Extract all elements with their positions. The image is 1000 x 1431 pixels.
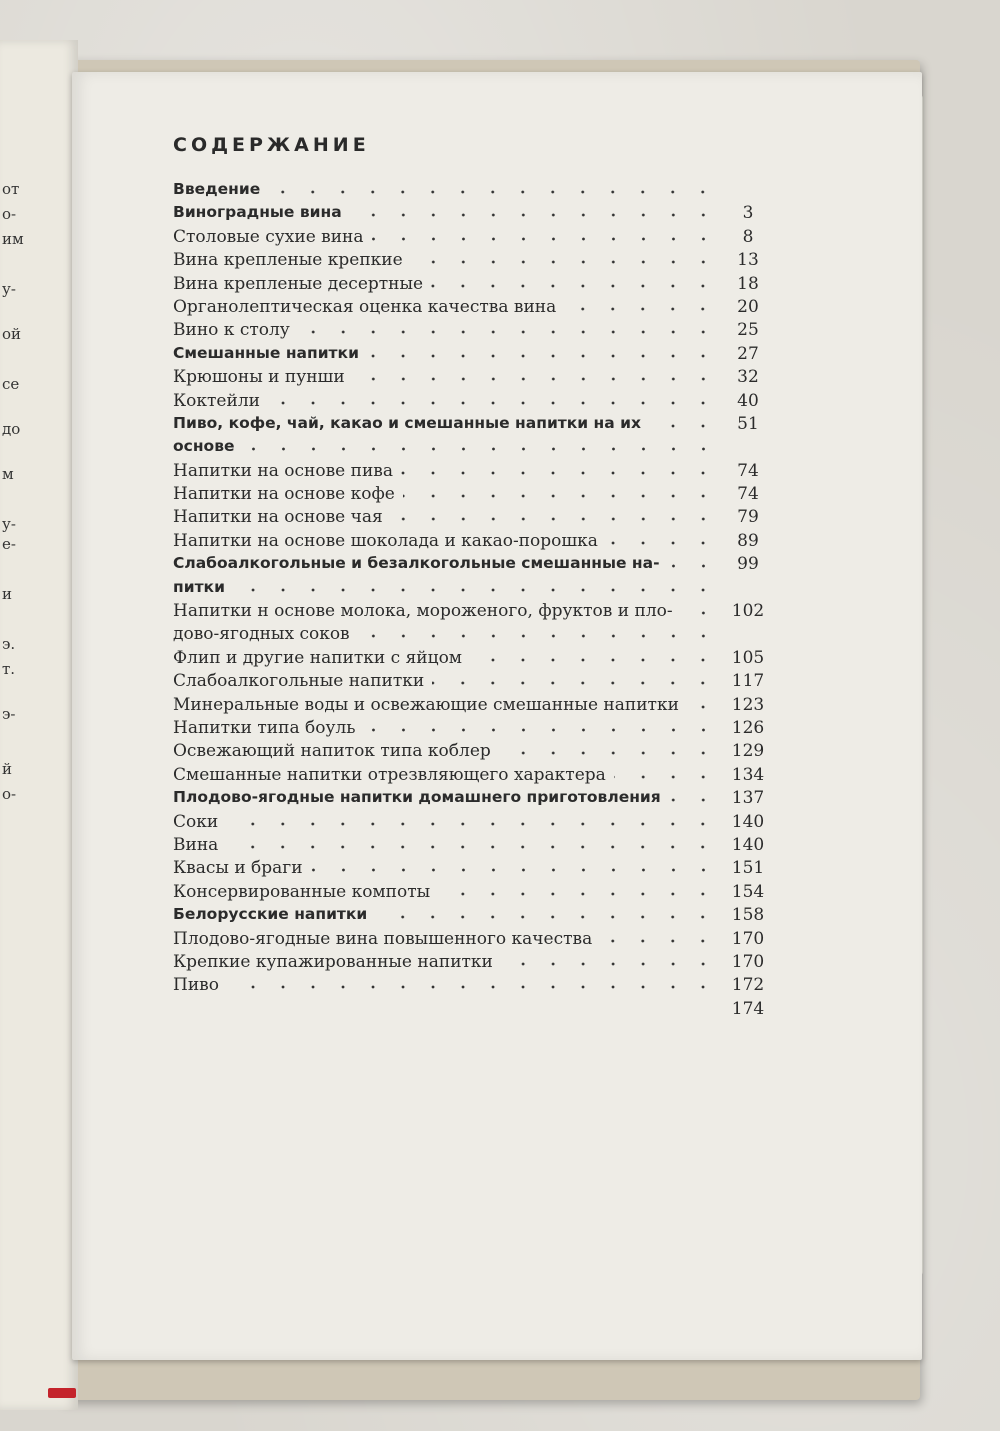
toc-entry xyxy=(173,905,773,928)
toc-leader-dots xyxy=(470,658,718,662)
toc-page-number: 13 xyxy=(737,250,759,271)
toc-entry xyxy=(173,391,773,414)
prev-page-fragment: о- xyxy=(2,205,17,223)
toc-leader-dots xyxy=(353,377,718,381)
prev-page-fragment: у- xyxy=(2,515,16,533)
bookmark-ribbon xyxy=(48,1388,76,1398)
prev-page-fragment: се xyxy=(2,375,20,393)
toc-entry xyxy=(173,718,773,741)
toc-entry xyxy=(173,858,773,881)
toc-entry-title: питки xyxy=(173,577,225,596)
toc-page-number: 74 xyxy=(737,460,759,481)
toc-leader-dots xyxy=(614,775,718,779)
prev-page-fragment: до xyxy=(2,420,21,438)
toc-entry-title: Освежающий напиток типа коблер xyxy=(173,741,491,762)
toc-leader-dots xyxy=(226,822,718,826)
toc-entry xyxy=(173,601,773,624)
toc-entry-title: Консервированные компоты xyxy=(173,881,431,902)
toc-entry-title: Органолептическая оценка качества вина xyxy=(173,296,557,317)
toc-entry xyxy=(173,975,773,998)
toc-page-number: 170 xyxy=(731,928,765,949)
toc-entry-title: Вино к столу xyxy=(173,320,290,341)
toc-entry-title: Вина xyxy=(173,834,219,855)
toc-leader-dots xyxy=(564,307,718,311)
toc-entry-title: Коктейли xyxy=(173,390,260,411)
toc-page-number: 158 xyxy=(731,905,765,926)
toc-leader-dots xyxy=(438,892,718,896)
toc-entry-title: Вина крепленые десертные xyxy=(173,273,424,294)
toc-page-number: 51 xyxy=(737,413,759,434)
prev-page-fragment: ой xyxy=(2,325,22,343)
toc-entry xyxy=(173,320,773,343)
toc-page-number: 174 xyxy=(731,998,765,1019)
toc-entry xyxy=(173,812,773,835)
toc-entry-title: Крюшоны и пунши xyxy=(173,367,345,388)
toc-entry xyxy=(173,695,773,718)
toc-page-number: 134 xyxy=(731,764,765,785)
prev-page-fragment: й xyxy=(2,760,12,778)
toc-entry-title: Слабоалкогольные и безалкогольные смешанные на- xyxy=(173,554,660,573)
toc-leader-dots xyxy=(499,751,718,755)
prev-page-fragment: м xyxy=(2,465,14,483)
toc-entry xyxy=(173,578,773,601)
toc-entry xyxy=(173,203,773,226)
toc-leader-dots xyxy=(364,728,718,732)
toc-entry-title: Виноградные вина xyxy=(173,203,342,222)
toc-entry-title: основе xyxy=(173,437,235,456)
toc-entry xyxy=(173,648,773,671)
toc-page-number: 123 xyxy=(731,694,765,715)
toc-entry xyxy=(173,624,773,647)
toc-entry-title: Напитки на основе чая xyxy=(173,507,383,528)
prev-page-fragment: т. xyxy=(2,660,16,678)
toc-entry-title: Флип и другие напитки с яйцом xyxy=(173,647,463,668)
toc-entry-title: Введение xyxy=(173,180,261,198)
toc-entry xyxy=(173,507,773,530)
toc-leader-dots xyxy=(432,681,718,685)
toc-entry xyxy=(173,484,773,507)
toc-leader-dots xyxy=(649,424,718,428)
toc-leader-dots xyxy=(311,868,718,872)
toc-entry-title: Соки xyxy=(173,811,219,832)
prev-page-fragment: у- xyxy=(2,280,16,298)
toc-leader-dots xyxy=(226,845,718,849)
toc-page-number: 18 xyxy=(737,273,759,294)
toc-entry-title: Пиво xyxy=(173,975,219,996)
toc-leader-dots xyxy=(268,401,718,405)
toc-entry xyxy=(173,671,773,694)
toc-entry xyxy=(173,461,773,484)
toc-entry xyxy=(173,531,773,554)
toc-entry-title: Напитки на основе пива xyxy=(173,460,393,481)
toc-entry-title: Квасы и браги xyxy=(173,858,303,879)
toc-leader-dots xyxy=(350,213,718,217)
toc-entry xyxy=(173,765,773,788)
toc-leader-dots xyxy=(243,447,718,451)
toc-page-number: 137 xyxy=(731,788,765,809)
toc-page-number: 105 xyxy=(731,647,765,668)
toc-entry-title: Напитки на основе кофе xyxy=(173,484,395,505)
toc-entry xyxy=(173,274,773,297)
toc-entry-title: Слабоалкогольные напитки xyxy=(173,671,425,692)
prev-page-fragment: от xyxy=(2,180,20,198)
toc-list xyxy=(173,180,773,1022)
toc-entry-title: Вина крепленые крепкие xyxy=(173,250,403,271)
toc-leader-dots xyxy=(233,588,718,592)
toc-page-number: 126 xyxy=(731,717,765,738)
toc-page-number: 140 xyxy=(731,811,765,832)
toc-page-number: 25 xyxy=(737,320,759,341)
toc-leader-dots xyxy=(358,634,718,638)
prev-page-fragment: э. xyxy=(2,635,16,653)
toc-entry xyxy=(173,788,773,811)
toc-entry xyxy=(173,929,773,952)
toc-entry xyxy=(173,180,773,203)
toc-entry xyxy=(173,250,773,273)
toc-entry-title: Минеральные воды и освежающие смешанные напитки xyxy=(173,694,679,715)
toc-leader-dots xyxy=(687,705,718,709)
toc-page-number: 8 xyxy=(742,226,754,247)
toc-entry xyxy=(173,367,773,390)
toc-leader-dots xyxy=(268,190,718,194)
toc-leader-dots xyxy=(375,915,718,919)
toc-leader-dots xyxy=(367,354,718,358)
toc-entry-title: Плодово-ягодные напитки домашнего приготовления xyxy=(173,788,661,807)
toc-page-number: 20 xyxy=(737,296,759,317)
prev-page-fragment: им xyxy=(2,230,24,248)
toc-entry-title: Напитки н основе молока, мороженого, фруктов и пло- xyxy=(173,601,673,622)
toc-leader-dots xyxy=(403,494,718,498)
toc-leader-dots xyxy=(681,611,718,615)
toc-entry-title: Напитки на основе шоколада и какао-порошка xyxy=(173,530,598,551)
toc-page-number: 154 xyxy=(731,881,765,902)
toc-leader-dots xyxy=(401,471,718,475)
toc-page-number: 170 xyxy=(731,951,765,972)
toc-entry-title: Напитки типа боуль xyxy=(173,717,356,738)
toc-page-number: 99 xyxy=(737,554,759,575)
previous-page xyxy=(0,40,78,1410)
toc-entry-title: дово-ягодных соков xyxy=(173,624,350,645)
toc-entry xyxy=(173,297,773,320)
toc-page-number: 172 xyxy=(731,975,765,996)
prev-page-fragment: о- xyxy=(2,785,17,803)
toc-entry xyxy=(173,414,773,437)
toc-entry xyxy=(173,554,773,577)
toc-leader-dots xyxy=(391,517,718,521)
toc-page-number: 40 xyxy=(737,390,759,411)
toc-page-number: 3 xyxy=(742,203,754,224)
prev-page-fragment: е- xyxy=(2,535,16,553)
prev-page-fragment: э- xyxy=(2,705,16,723)
toc-page-number: 117 xyxy=(731,671,765,692)
toc-page-number: 79 xyxy=(737,507,759,528)
toc-entry xyxy=(173,999,773,1022)
prev-page-fragment: и xyxy=(2,585,12,603)
toc-leader-dots xyxy=(411,260,718,264)
toc-page-number: 32 xyxy=(737,367,759,388)
toc-page-number: 89 xyxy=(737,530,759,551)
toc-page-number: 151 xyxy=(731,858,765,879)
toc-entry xyxy=(173,952,773,975)
toc-entry xyxy=(173,835,773,858)
toc-entry-title: Плодово-ягодные вина повышенного качества xyxy=(173,928,593,949)
toc-entry-title: Столовые сухие вина xyxy=(173,226,364,247)
toc-leader-dots xyxy=(668,564,718,568)
toc-leader-dots xyxy=(431,284,718,288)
toc-entry-title: Смешанные напитки отрезвляющего характера xyxy=(173,764,606,785)
toc-entry xyxy=(173,227,773,250)
toc-entry-title: Смешанные напитки xyxy=(173,343,359,362)
page-title: СОДЕРЖАНИЕ xyxy=(173,134,370,156)
toc-entry-title: Пиво, кофе, чай, какао и смешанные напитки на их xyxy=(173,413,641,432)
toc-leader-dots xyxy=(227,985,718,989)
toc-page-number: 27 xyxy=(737,343,759,364)
toc-entry xyxy=(173,882,773,905)
toc-page-number: 102 xyxy=(731,601,765,622)
toc-entry xyxy=(173,344,773,367)
toc-page-number: 74 xyxy=(737,484,759,505)
toc-entry-title: Крепкие купажированные напитки xyxy=(173,951,493,972)
contents-page xyxy=(72,72,922,1360)
toc-leader-dots xyxy=(372,237,718,241)
toc-leader-dots xyxy=(298,330,718,334)
toc-leader-dots xyxy=(600,939,718,943)
toc-leader-dots xyxy=(501,962,718,966)
toc-leader-dots xyxy=(606,541,718,545)
toc-leader-dots xyxy=(669,798,718,802)
toc-page-number: 129 xyxy=(731,741,765,762)
toc-page-number: 140 xyxy=(731,834,765,855)
toc-entry xyxy=(173,437,773,460)
toc-entry-title: Белорусские напитки xyxy=(173,905,368,924)
toc-entry xyxy=(173,741,773,764)
